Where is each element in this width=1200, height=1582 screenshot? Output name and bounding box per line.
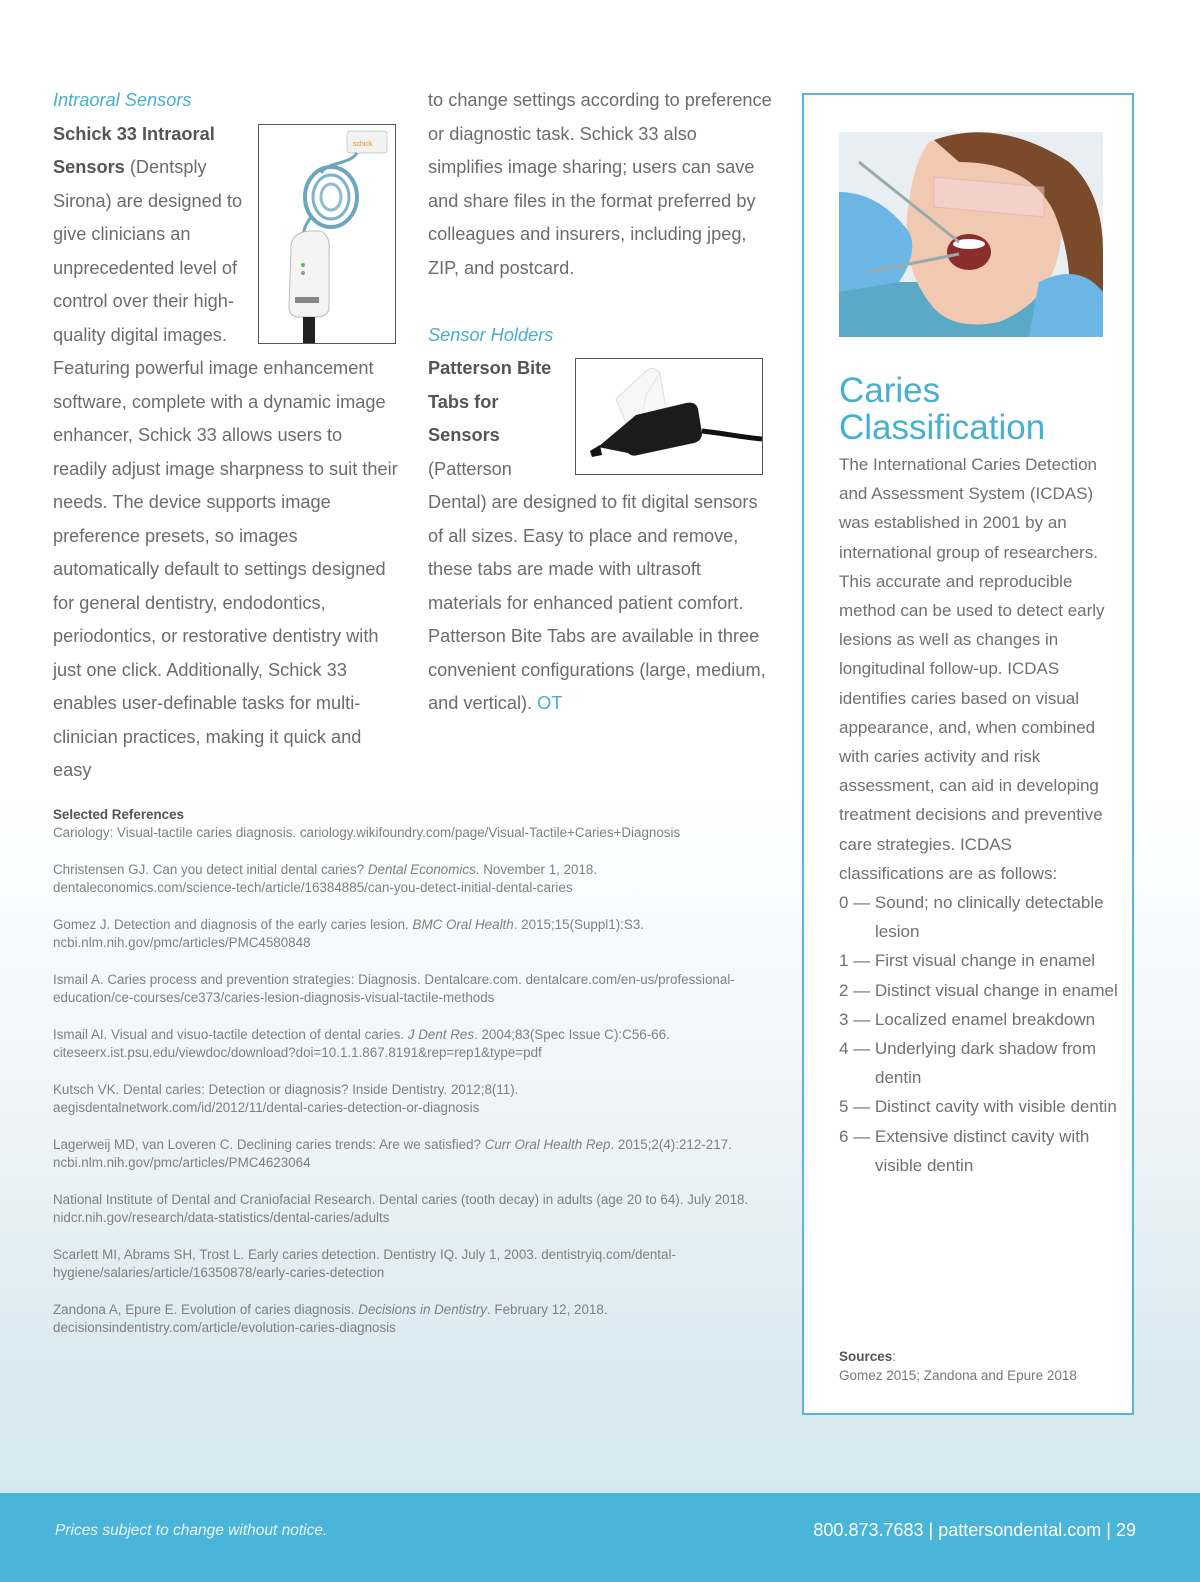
sidebar-sources: Sources: Gomez 2015; Zandona and Epure 2018 bbox=[839, 1349, 1077, 1383]
classification-item: 0 — Sound; no clinically detectable lesion bbox=[839, 893, 1104, 942]
reference-item: Ismail A. Caries process and prevention strategies: Diagnosis. Dentalcare.com. dentalcare.com/en-us/professional-education/ce-courses/ce373/caries-lesion-diagnosis-visual-tactile-methods bbox=[53, 972, 735, 1005]
sources-text: Gomez 2015; Zandona and Epure 2018 bbox=[839, 1367, 1077, 1383]
bite-tabs-image bbox=[575, 358, 763, 475]
sidebar-title: Caries Classification bbox=[839, 371, 1046, 447]
sidebar-body bbox=[839, 450, 1119, 1180]
article-column-2 bbox=[428, 84, 773, 721]
price-disclaimer: Prices subject to change without notice. bbox=[55, 1522, 328, 1539]
article-column-1 bbox=[53, 84, 398, 788]
classification-item: 6 — Extensive distinct cavity with visible dentin bbox=[839, 1126, 1090, 1175]
reference-item: Cariology: Visual-tactile caries diagnosis. cariology.wikifoundry.com/page/Visual-Tactile+Caries+Diagnosis bbox=[53, 825, 681, 840]
classification-item: 1 — First visual change in enamel bbox=[839, 951, 1096, 971]
reference-item: Christensen GJ. Can you detect initial dental caries? Dental Economics. November 1, 2018. dentaleconomics.com/science-tech/article/16384885/can-you-detect-initial-dental-caries bbox=[53, 862, 598, 895]
classification-item: 5 — Distinct cavity with visible dentin bbox=[839, 1097, 1117, 1117]
sidebar-intro: The International Caries Detection and Assessment System (ICDAS) was established in 2001 by an international group of researchers. This accurate and reproducible method can be used to detect early lesions as well as changes in longitudinal follow-up. ICDAS identifies caries based on visual appearance, and, when combined with caries activity and risk assessment, can aid in developing treatment decisions and preventive care strategies. ICDAS classifications are as follows: bbox=[839, 455, 1105, 883]
schick-description: (Dentsply Sirona) are designed to give clinicians an unprecedented level of control over their high-quality digital images. Featuring powerful image enhancement software, complete with a dynamic image enhancer, Schick 33 allows users to readily adjust image sharpness to suit their needs. The device supports image preference presets, so images automatically default to settings designed for general dentistry, endodontics, periodontics, or restorative dentistry with just one click. Additionally, Schick 33 enables user-definable tasks for multi-clinician practices, making it quick and easy bbox=[53, 157, 398, 780]
reference-item: Scarlett MI, Abrams SH, Trost L. Early caries detection. Dentistry IQ. July 1, 2003. dentistryiq.com/dental-hygiene/salaries/article/16350878/early-caries-detection bbox=[53, 1247, 676, 1280]
references-section bbox=[53, 806, 773, 1356]
contact-and-page-number: 800.873.7683 | pattersondental.com | 29 bbox=[813, 1520, 1136, 1540]
reference-item: National Institute of Dental and Craniofacial Research. Dental caries (tooth decay) in adults (age 20 to 64). July 2018. nidcr.nih.gov/research/data-statistics/dental-caries/adults bbox=[53, 1192, 749, 1225]
schick-description-continued: to change settings according to preference or diagnostic task. Schick 33 also simplifies image sharing; users can save and share files in the format preferred by colleagues and insurers, including jpeg, ZIP, and postcard. bbox=[428, 90, 772, 278]
sources-label: Sources bbox=[839, 1349, 893, 1364]
page-footer bbox=[0, 1493, 1200, 1582]
svg-text:schick: schick bbox=[353, 140, 373, 148]
classification-item: 4 — Underlying dark shadow from dentin bbox=[839, 1039, 1097, 1088]
classification-item: 2 — Distinct visual change in enamel bbox=[839, 980, 1118, 1000]
references-title: Selected References bbox=[53, 807, 185, 822]
end-mark: OT bbox=[537, 693, 563, 713]
reference-item: Ismail AI. Visual and visuo-tactile detection of dental caries. J Dent Res. 2004;83(Spec Issue C):C56-66. citeseerx.ist.psu.edu/viewdoc/download?doi=10.1.1.867.8191&rep=rep1&type=pdf bbox=[53, 1027, 670, 1060]
reference-item: Kutsch VK. Dental caries: Detection or diagnosis? Inside Dentistry. 2012;8(11). aegisdentalnetwork.com/id/2012/11/dental-caries-detection-or-diagnosis bbox=[53, 1082, 519, 1115]
classification-item: 3 — Localized enamel breakdown bbox=[839, 1009, 1096, 1029]
bite-tabs-description: (Patterson Dental) are designed to fit digital sensors of all sizes. Easy to place and remove, these tabs are made with ultrasoft materials for enhanced patient comfort. Patterson Bite Tabs are available in three convenient configurations (large, medium, and vertical). bbox=[428, 458, 766, 713]
reference-item: Zandona A, Epure E. Evolution of caries diagnosis. Decisions in Dentistry. February 12, 2018. decisionsindentistry.com/article/evolution-caries-diagnosis bbox=[53, 1302, 608, 1335]
product-name-bite-tabs: Patterson Bite Tabs for Sensors bbox=[428, 358, 552, 445]
product-name-schick-33: Schick 33 Intraoral Sensors bbox=[53, 123, 215, 177]
schick-sensor-image bbox=[258, 124, 396, 344]
section-heading-intraoral-sensors: Intraoral Sensors bbox=[53, 90, 192, 110]
dental-patient-photo bbox=[839, 132, 1103, 337]
caries-classification-sidebar bbox=[802, 93, 1134, 1415]
reference-item: Gomez J. Detection and diagnosis of the early caries lesion. BMC Oral Health. 2015;15(Suppl1):S3. ncbi.nlm.nih.gov/pmc/articles/PMC4580848 bbox=[53, 917, 644, 950]
icdas-classification-list bbox=[839, 888, 1119, 1180]
section-heading-sensor-holders: Sensor Holders bbox=[428, 324, 554, 345]
reference-item: Lagerweij MD, van Loveren C. Declining caries trends: Are we satisfied? Curr Oral Health Rep. 2015;2(4):212-217. ncbi.nlm.nih.gov/pmc/articles/PMC4623064 bbox=[53, 1137, 732, 1170]
